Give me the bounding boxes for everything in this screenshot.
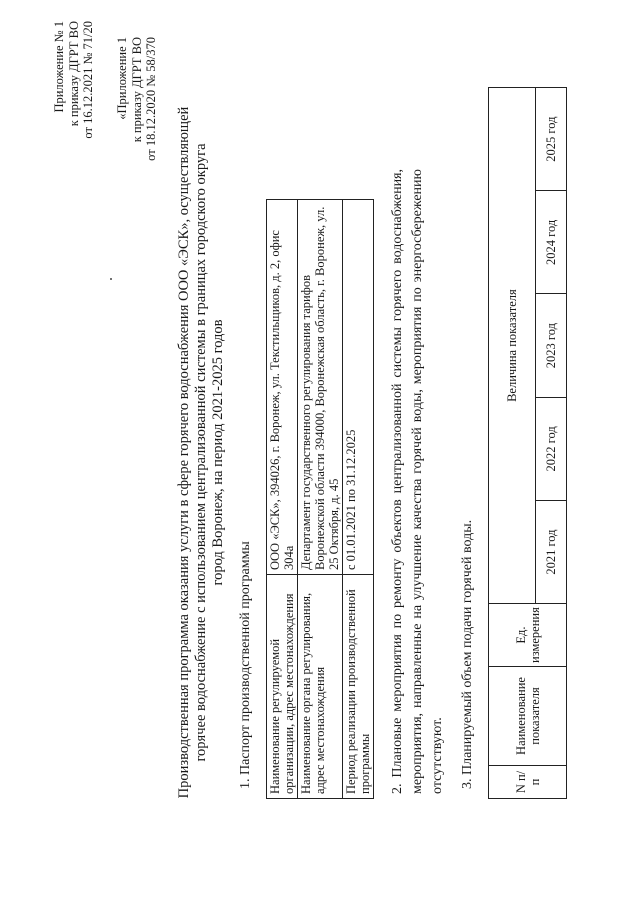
passport-value: ООО «ЭСК», 394026, г. Воронеж, ул. Текстильщиков, д. 2, офис 304а — [267, 200, 298, 575]
title-line3: город Воронеж, на период 2021-2025 годов — [210, 319, 226, 586]
section-2-paragraph: 2. Плановые мероприятия по ремонту объектов централизованной системы горячего водоснабжения, мероприятия, направленные на улучшение качества горячей воды, мероприятия по энергосбережению отсутствуют. — [390, 169, 445, 794]
appendix-new-line3: от 16.12.2021 № 71/20 — [81, 21, 95, 139]
passport-key: Период реализации производственной программы — [343, 575, 374, 799]
table-header-row — [489, 88, 536, 799]
col-n-header: N п/п — [489, 766, 567, 799]
col-name-header: Наименование показателя — [489, 667, 567, 766]
section-1-heading: 1. Паспорт производственной программы — [238, 541, 253, 789]
section-3-heading: 3. Планируемый объем подачи горячей воды. — [460, 519, 475, 789]
col-group-header: Величина показателя — [489, 88, 536, 604]
table-row — [267, 200, 298, 799]
appendix-header-new — [52, 21, 96, 905]
appendix-header-old — [115, 37, 159, 905]
passport-value: Департамент государственного регулирования тарифов Воронежской области 394000, Воронежская область, г. Воронеж, ул. 25 Октября, д. 45 — [298, 200, 343, 575]
year-header: 2024 год — [536, 191, 567, 294]
appendix-new-line1: Приложение № 1 — [52, 21, 66, 113]
scan-speck — [110, 278, 112, 280]
year-header: 2023 год — [536, 294, 567, 397]
volume-table — [488, 87, 567, 799]
title-line1: Производственная программа оказания услуги в сфере горячего водоснабжения ООО «ЭСК», осуществляющей — [176, 106, 192, 799]
title-line2: горячее водоснабжение с использованием централизованной системы в границах городского округа — [193, 143, 209, 762]
appendix-new-line2: к приказу ДГРТ ВО — [66, 21, 81, 127]
col-unit-header: Ед. измерения — [489, 604, 567, 667]
appendix-old-line2: к приказу ДГРТ ВО — [129, 37, 144, 143]
year-header: 2021 год — [536, 500, 567, 603]
table-row — [343, 200, 374, 799]
table-row — [298, 200, 343, 799]
passport-table — [266, 199, 374, 799]
year-header: 2025 год — [536, 88, 567, 191]
passport-key: Наименование регулируемой организации, адрес местонахождения — [267, 575, 298, 799]
appendix-old-line3: от 18.12.2020 № 58/370 — [144, 37, 158, 161]
appendix-old-line1: «Приложение 1 — [115, 37, 129, 120]
year-header: 2022 год — [536, 397, 567, 500]
document-title — [176, 60, 227, 845]
passport-value: с 01.01.2021 по 31.12.2025 — [343, 200, 374, 575]
passport-key: Наименование органа регулирования, адрес местонахождения — [298, 575, 343, 799]
